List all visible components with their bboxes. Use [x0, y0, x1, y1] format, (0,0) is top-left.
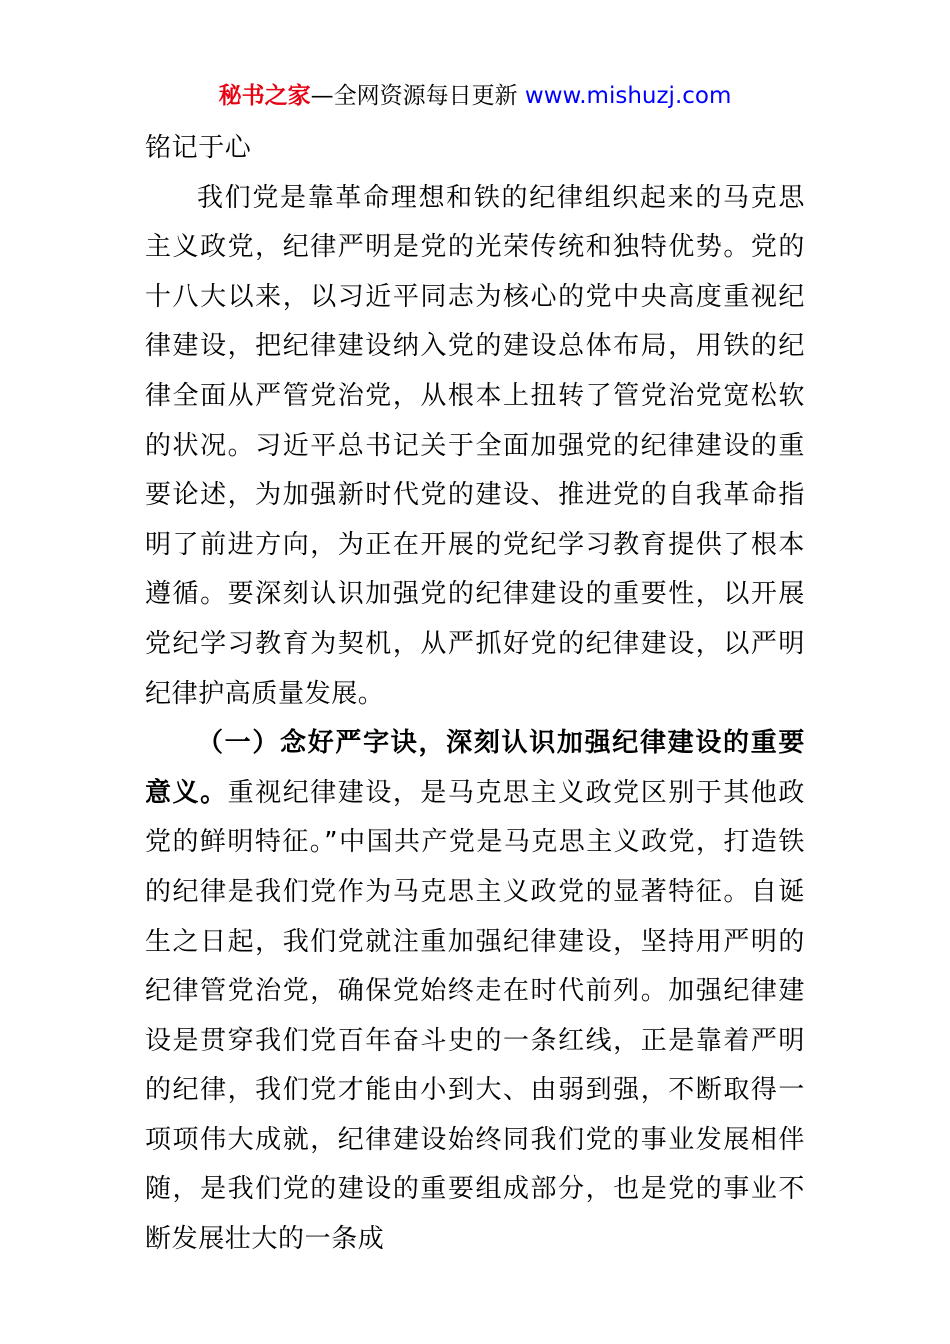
section-body: 重视纪律建设，是马克思主义政党区别于其他政党的鲜明特征。”中国共产党是马克思主义政党，打造铁的纪律是我们党作为马克思主义政党的显著特征。自诞生之日起，我们党就注重加强纪律建设，坚持用严明的纪律管党治党，确保党始终走在时代前列。加强纪律建设是贯穿我们党百年奋斗史的一条红线，正是靠着严明的纪律，我们党才能由小到大、由弱到强，不断取得一项项伟大成就，纪律建设始终同我们党的事业发展相伴随，是我们党的建设的重要组成部分，也是党的事业不断发展壮大的一条成 [145, 777, 805, 1255]
paragraph-continuation: 铭记于心 [145, 133, 252, 163]
paragraph-section-one [145, 719, 805, 1265]
site-name: 秘书之家 [218, 83, 311, 109]
paragraph-intro: 我们党是靠革命理想和铁的纪律组织起来的马克思主义政党，纪律严明是党的光荣传统和独特优势。党的十八大以来，以习近平同志为核心的党中央高度重视纪律建设，把纪律建设纳入党的建设总体布局，用铁的纪律全面从严管党治党，从根本上扭转了管党治党宽松软的状况。习近平总书记关于全面加强党的纪律建设的重要论述，为加强新时代党的建设、推进党的自我革命指明了前进方向，为正在开展的党纪学习教育提供了根本遵循。要深刻认识加强党的纪律建设的重要性，以开展党纪学习教育为契机，从严抓好党的纪律建设，以严明纪律护高质量发展。 [145, 182, 805, 709]
section-heading: （一）念好严字诀，深刻认识加强纪律建设的重要意义。 [145, 728, 805, 808]
page-header [0, 80, 950, 112]
site-url-link[interactable]: www.mishuzj.com [524, 83, 732, 109]
document-body [145, 124, 805, 1265]
header-tagline: —全网资源每日更新 [310, 83, 525, 109]
